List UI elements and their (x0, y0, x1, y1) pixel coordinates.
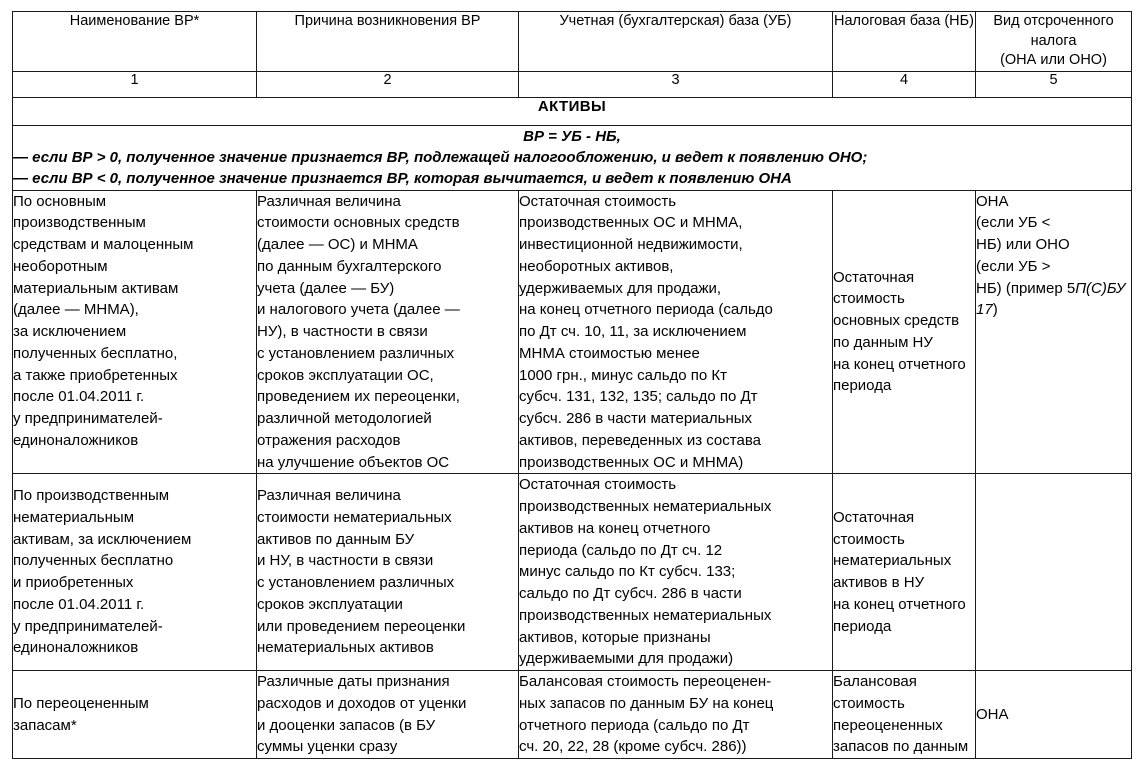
cell-name: По переоцененным запасам* (13, 671, 257, 759)
formula-condition-positive: — если ВР > 0, полученное значение признается ВР, подлежащей налогообложению, и ведет к появлению ОНО; (13, 148, 868, 166)
formula-main-expression: ВР = УБ - НБ, (523, 127, 621, 145)
cell-deferred-tax-type (976, 474, 1132, 671)
table-row (13, 474, 1132, 671)
column-number-4: 4 (833, 71, 976, 97)
table-header-row (13, 12, 1132, 72)
temporary-differences-table (12, 11, 1132, 759)
cell-cause: Различная величина стоимости основных средств (далее — ОС) и МНМА по данным бухгалтерского учета (далее — БУ) и налогового учета (далее — НУ), в частности в связи с установлением различных сроков эксплуатации ОС, проведением их переоценки, различной методологией отражения расходов на улучшение объектов ОС (257, 190, 519, 474)
cell-cause: Различные даты признания расходов и доходов от уценки и дооценки запасов (в БУ суммы уценки сразу (257, 671, 519, 759)
formula-row (13, 125, 1132, 190)
formula-block (13, 125, 1132, 190)
table-row (13, 671, 1132, 759)
cell-name: По основным производственным средствам и малоценным необоротным материальным активам (далее — МНМА), за исключением полученных бесплатно, а также приобретенных после 01.04.2011 г. у предпринимателей- единоналожников (13, 190, 257, 474)
section-title-assets: АКТИВЫ (13, 97, 1132, 125)
column-header-tax-base: Налоговая база (НБ) (833, 12, 976, 72)
cell-tax-base: Остаточная стоимость нематериальных активов в НУ на конец отчетного периода (833, 474, 976, 671)
section-title-row (13, 97, 1132, 125)
column-header-name: Наименование ВР* (13, 12, 257, 72)
column-header-deferred-tax-type: Вид отсроченного налога (ОНА или ОНО) (976, 12, 1132, 72)
column-header-cause: Причина возникновения ВР (257, 12, 519, 72)
cell-accounting-base: Остаточная стоимость производственных нематериальных активов на конец отчетного периода (сальдо по Дт сч. 12 минус сальдо по Кт субсч. 133; сальдо по Дт субсч. 286 в части производственных нематериальных активов, которые признаны удерживаемыми для продажи) (519, 474, 833, 671)
cell-cause: Различная величина стоимости нематериальных активов по данным БУ и НУ, в частности в связи с установлением различных сроков эксплуатации или проведением переоценки нематериальных активов (257, 474, 519, 671)
formula-condition-negative: — если ВР < 0, полученное значение признается ВР, которая вычитается, и ведет к появлению ОНА (13, 170, 792, 188)
deferred-tax-text: ОНА (если УБ < НБ) или ОНО (если УБ > НБ) (пример 5 (976, 192, 1076, 297)
cell-accounting-base: Балансовая стоимость переоценен- ных запасов по данным БУ на конец отчетного периода (сальдо по Дт сч. 20, 22, 28 (кроме субсч. 286)) (519, 671, 833, 759)
cell-tax-base: Остаточная стоимость основных средств по данным НУ на конец отчетного периода (833, 190, 976, 474)
column-number-2: 2 (257, 71, 519, 97)
column-number-row (13, 71, 1132, 97)
column-number-3: 3 (519, 71, 833, 97)
column-number-1: 1 (13, 71, 257, 97)
table-row (13, 190, 1132, 474)
cell-accounting-base: Остаточная стоимость производственных ОС и МНМА, инвестиционной недвижимости, необоротных активов, удерживаемых для продажи, на конец отчетного периода (сальдо по Дт сч. 10, 11, за исключением МНМА стоимостью менее 1000 грн., минус сальдо по Кт субсч. 131, 132, 135; сальдо по Дт субсч. 286 в части материальных активов, переведенных из состава производственных ОС и МНМА) (519, 190, 833, 474)
cell-deferred-tax-type (976, 190, 1132, 474)
deferred-tax-text: ОНА (976, 705, 1009, 723)
cell-deferred-tax-type (976, 671, 1132, 759)
column-number-5: 5 (976, 71, 1132, 97)
standard-reference: П(С)БУ 17 (976, 279, 1126, 319)
column-header-accounting-base: Учетная (бухгалтерская) база (УБ) (519, 12, 833, 72)
deferred-tax-tail: ) (992, 301, 998, 319)
cell-tax-base: Балансовая стоимость переоцененных запасов по данным (833, 671, 976, 759)
cell-name: По производственным нематериальным активам, за исключением полученных бесплатно и приобретенных после 01.04.2011 г. у предпринимателей- единоналожников (13, 474, 257, 671)
